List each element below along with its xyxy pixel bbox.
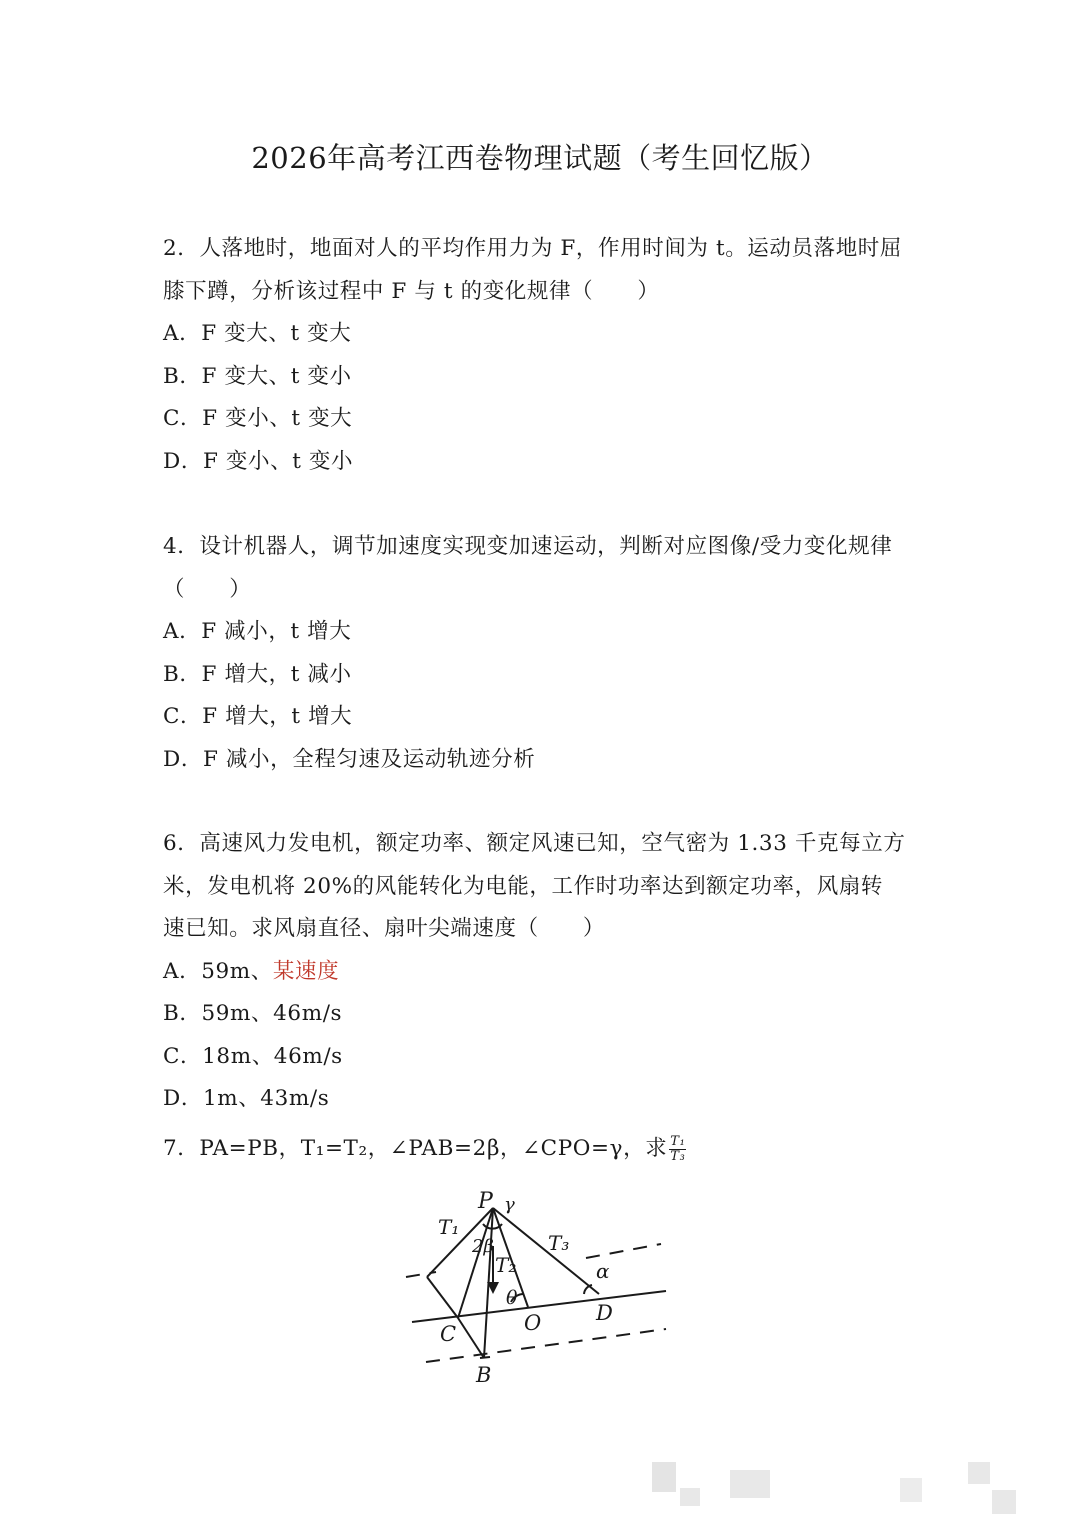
watermark-blur [680,1488,700,1506]
q7-fraction [669,1135,686,1164]
q7-stem: 7．PA=PB，T₁=T₂，∠PAB=2β，∠CPO=γ，求 [163,1136,668,1161]
force-diagram [396,1186,676,1386]
q6-option-a-red-text: 某速度 [272,958,340,984]
q4-option-c[interactable]: C．F 增大，t 增大 [163,704,353,729]
question-2 [163,228,923,483]
q7-stem-line [163,1128,923,1171]
q4-stem-line-1: 4．设计机器人，调节加速度实现变加速运动，判断对应图像/受力变化规律 [163,534,893,559]
q7-frac-denominator: T₃ [670,1148,686,1164]
label-theta: θ [506,1287,518,1309]
q6-option-b[interactable]: B．59m、46m/s [163,1001,343,1026]
q2-stem-line-1: 2．人落地时，地面对人的平均作用力为 F，作用时间为 t。运动员落地时屈 [163,236,903,261]
label-T1: T₁ [438,1215,460,1239]
q2-stem-line-2: 膝下蹲，分析该过程中 F 与 t 的变化规律（ ） [163,278,660,304]
label-T2: T₂ [495,1253,517,1277]
q2-option-c[interactable]: C．F 变小、t 变大 [163,406,353,431]
watermark-blur [652,1462,676,1492]
q6-option-a-prefix: A．59m、 [163,958,273,984]
label-C: C [440,1322,457,1346]
question-4 [163,526,923,781]
label-T3: T₃ [548,1231,570,1255]
label-P: P [478,1189,493,1214]
label-O: O [524,1311,542,1335]
q2-option-b[interactable]: B．F 变大、t 变小 [163,363,352,389]
B-tick [480,1357,490,1358]
watermark-blur [992,1490,1016,1514]
line-left-C [427,1277,458,1318]
watermark-blur [968,1462,990,1484]
label-two-beta: 2β [472,1236,494,1257]
q2-option-a[interactable]: A．F 变大、t 变大 [163,321,352,346]
q6-option-c[interactable]: C．18m、46m/s [163,1043,343,1069]
upper-dashed-line-right [586,1244,661,1258]
q6-option-a[interactable] [163,951,923,994]
label-gamma: γ [504,1194,515,1215]
watermark-blur [900,1478,922,1502]
q6-stem-line-3: 速已知。求风扇直径、扇叶尖端速度（ ） [163,916,606,941]
label-D: D [596,1301,613,1325]
q7-frac-numerator: T₁ [670,1133,686,1149]
q2-option-d[interactable]: D．F 变小、t 变小 [163,448,354,474]
q4-option-a[interactable]: A．F 减小，t 增大 [163,619,352,644]
line-C-B [458,1318,484,1358]
q6-option-d[interactable]: D．1m、43m/s [163,1086,330,1111]
question-7 [163,1128,923,1171]
q4-stem-line-2: （ ） [163,576,252,602]
q4-option-d[interactable]: D．F 减小，全程匀速及运动轨迹分析 [163,746,536,772]
q6-stem-line-1: 6．高速风力发电机，额定功率、额定风速已知，空气密为 1.33 千克每立方 [163,831,906,856]
q6-stem-line-2: 米，发电机将 20%的风能转化为电能，工作时功率达到额定功率，风扇转 [163,873,884,899]
q4-option-b[interactable]: B．F 增大，t 减小 [163,661,352,687]
lower-dashed-line [426,1329,666,1362]
label-B: B [476,1363,492,1386]
page-title: 2026年高考江西卷物理试题（考生回忆版） [251,141,829,175]
label-alpha: α [596,1259,610,1283]
watermark-blur [730,1470,770,1498]
question-6 [163,823,923,1121]
